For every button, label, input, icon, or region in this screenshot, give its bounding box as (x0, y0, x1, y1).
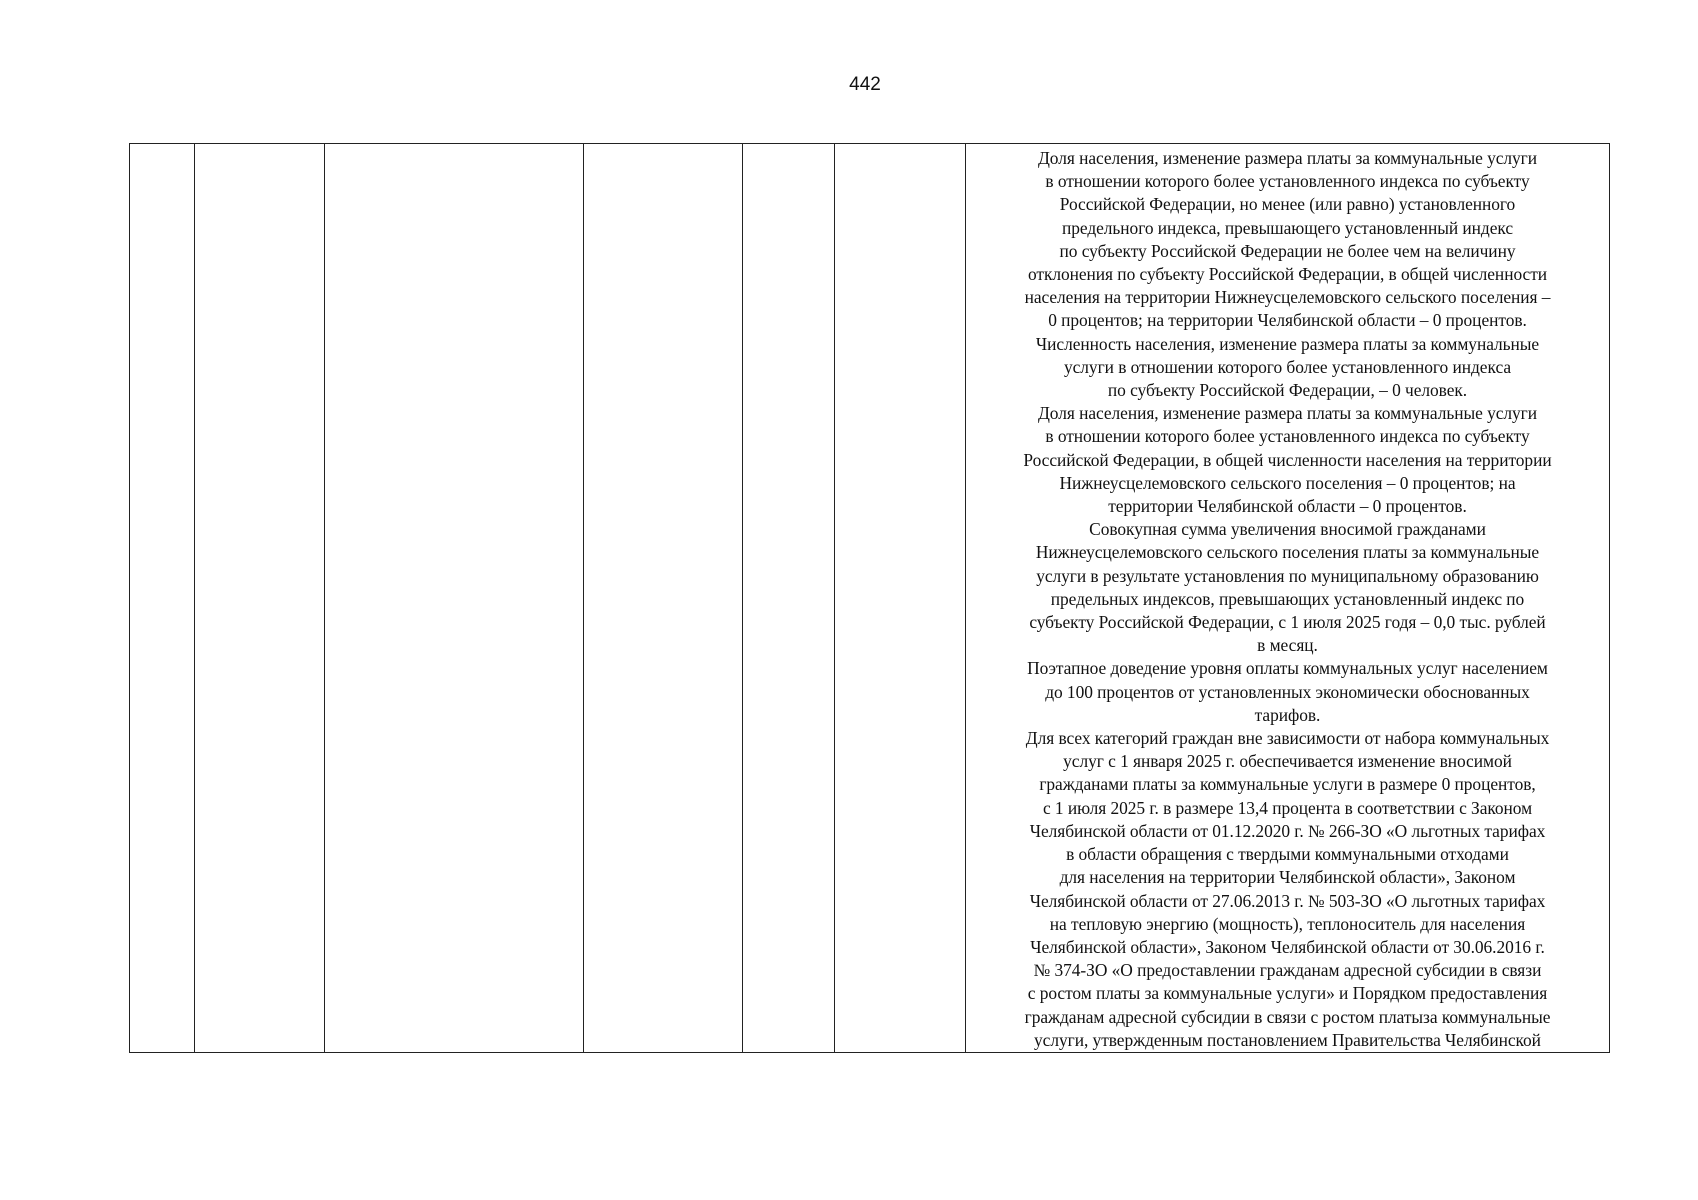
description-line: услуги, утвержденным постановлением Правительства Челябинской (1034, 1029, 1541, 1050)
description-line: Нижнеусцелемовского сельского поселения – 0 процентов; на (1059, 472, 1516, 493)
description-line: для населения на территории Челябинской области», Законом (1059, 867, 1516, 888)
description-line: с 1 июля 2025 г. в размере 13,4 процента в соответствии с Законом (1042, 797, 1533, 818)
indicator-description-cell (966, 144, 1610, 1053)
description-line: Челябинской области от 01.12.2020 г. № 266-ЗО «О льготных тарифах (1029, 820, 1546, 841)
table-cell-empty-1 (130, 144, 195, 1053)
description-line: Челябинской области от 27.06.2013 г. № 503-ЗО «О льготных тарифах (1029, 890, 1546, 911)
description-line: Совокупная сумма увеличения вносимой гражданами (1089, 519, 1486, 540)
description-line: гражданам адресной субсидии в связи с ростом платыза коммунальные (1024, 1006, 1551, 1027)
page-number: 442 (849, 74, 881, 95)
description-line: услуги в результате установления по муниципальному образованию (1036, 565, 1539, 586)
description-line: в месяц. (1257, 635, 1318, 656)
description-line: Для всех категорий граждан вне зависимости от набора коммунальных (1025, 728, 1550, 749)
description-line: субъекту Российской Федерации, с 1 июля 2025 годя – 0,0 тыс. рублей (1029, 612, 1546, 633)
table-cell-empty-2 (195, 144, 325, 1053)
description-line: в области обращения с твердыми коммунальными отходами (1066, 844, 1509, 865)
table-cell-empty-6 (835, 144, 966, 1053)
description-line: отклонения по субъекту Российской Федерации, в общей численности (1027, 264, 1548, 285)
description-line: услуги в отношении которого более установленного индекса (1063, 356, 1511, 377)
description-line: на тепловую энергию (мощность), теплоноситель для населения (1049, 913, 1526, 934)
description-line: в отношении которого более установленного индекса по субъекту (1045, 426, 1530, 447)
description-line: по субъекту Российской Федерации, – 0 человек. (1107, 380, 1468, 401)
description-line: Доля населения, изменение размера платы за коммунальные услуги (1037, 403, 1538, 424)
description-line: Доля населения, изменение размера платы за коммунальные услуги (1037, 148, 1538, 168)
description-line: № 374-ЗО «О предоставлении гражданам адресной субсидии в связи (1033, 960, 1542, 981)
description-line: населения на территории Нижнеусцелемовского сельского поселения – (1024, 287, 1551, 308)
description-line: Российской Федерации, в общей численности населения на территории (1023, 449, 1552, 470)
description-line: до 100 процентов от установленных экономически обоснованных (1045, 681, 1530, 702)
description-line: тарифов. (1254, 704, 1321, 725)
table-cell-empty-4 (584, 144, 743, 1053)
description-line: гражданами платы за коммунальные услуги в размере 0 процентов, (1039, 774, 1536, 795)
document-table (129, 143, 1610, 1053)
description-line: с ростом платы за коммунальные услуги» и Порядком предоставления (1027, 983, 1548, 1004)
description-line: Численность населения, изменение размера платы за коммунальные (1035, 333, 1540, 354)
description-line: в отношении которого более установленного индекса по субъекту (1045, 171, 1530, 192)
description-line: предельного индекса, превышающего установленный индекс (1061, 217, 1514, 238)
table-cell-empty-3 (325, 144, 584, 1053)
description-line: услуг с 1 января 2025 г. обеспечивается изменение вносимой (1063, 751, 1512, 772)
description-line: Нижнеусцелемовского сельского поселения платы за коммунальные (1035, 542, 1540, 563)
description-line: предельных индексов, превышающих установленный индекс по (1050, 588, 1525, 609)
description-line: Челябинской области», Законом Челябинской области от 30.06.2016 г. (1030, 936, 1545, 957)
table-row (130, 144, 1610, 1053)
description-line: Российской Федерации, но менее (или равно) установленного (1059, 194, 1516, 215)
description-line: 0 процентов; на территории Челябинской области – 0 процентов. (1048, 310, 1527, 331)
description-line: Поэтапное доведение уровня оплаты коммунальных услуг населением (1027, 658, 1548, 679)
table-cell-empty-5 (743, 144, 835, 1053)
description-line: по субъекту Российской Федерации не более чем на величину (1059, 240, 1516, 261)
description-line: территории Челябинской области – 0 процентов. (1108, 496, 1467, 517)
